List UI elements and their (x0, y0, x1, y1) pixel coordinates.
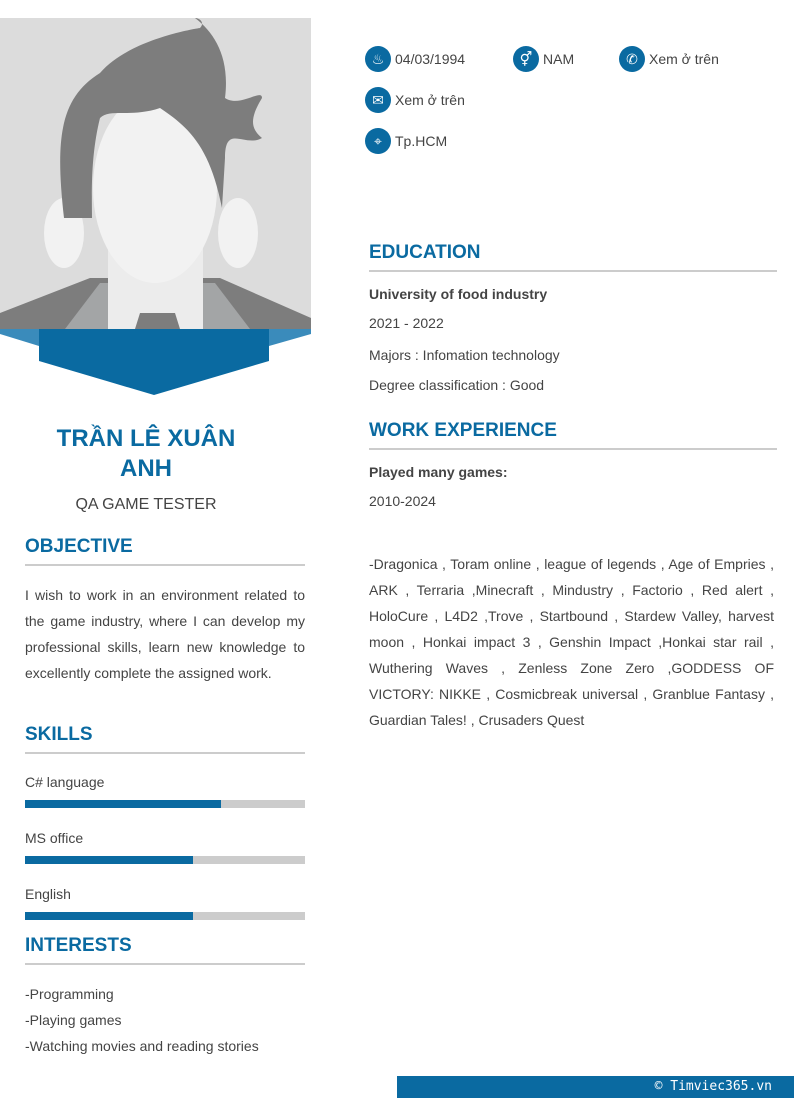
work-section (369, 420, 777, 509)
gender-info (513, 46, 574, 72)
interest-item: -Playing games (25, 1012, 122, 1028)
candidate-name: TRẦN LÊ XUÂN ANH (56, 425, 236, 482)
avatar-silhouette-icon (0, 18, 311, 329)
photo-banner (0, 326, 311, 396)
skill-item (25, 886, 305, 920)
email-info (365, 87, 465, 113)
work-title: Played many games: (369, 464, 508, 480)
skill-bar-fill (25, 856, 193, 864)
birthday-value: 04/03/1994 (395, 51, 466, 67)
email-icon: ✉ (365, 87, 391, 113)
skill-item (25, 774, 305, 808)
skill-bar (25, 912, 305, 920)
education-degree: Degree classification : Good (369, 377, 545, 393)
birthday-cake-icon: ♨ (365, 46, 391, 72)
interests-heading: INTERESTS (25, 935, 305, 965)
skill-label: English (25, 886, 71, 902)
skill-bar-fill (25, 912, 193, 920)
footer-watermark: © Timviec365.vn (397, 1076, 794, 1098)
education-major: Majors : Infomation technology (369, 347, 560, 363)
profile-photo-placeholder (0, 18, 311, 329)
education-heading: EDUCATION (369, 242, 777, 272)
skill-bar (25, 856, 305, 864)
phone-icon: ✆ (619, 46, 645, 72)
address-info (365, 128, 447, 154)
address-value: Tp.HCM (395, 133, 448, 149)
objective-heading: OBJECTIVE (25, 536, 305, 566)
objective-text: I wish to work in an environment related to the game industry, where I can develop my professional skills, learn new knowledge to excellently complete the assigned work. (25, 587, 305, 681)
skill-bar (25, 800, 305, 808)
gender-value: NAM (543, 51, 575, 67)
email-value: Xem ở trên (395, 92, 465, 108)
phone-value: Xem ở trên (649, 51, 719, 67)
skill-label: C# language (25, 774, 105, 790)
birthday-info (365, 46, 465, 72)
skill-label: MS office (25, 830, 84, 846)
map-pin-icon: ⌖ (365, 128, 391, 154)
objective-section (25, 536, 305, 686)
phone-info (619, 46, 719, 72)
interest-item: -Programming (25, 986, 114, 1002)
school-name: University of food industry (369, 286, 548, 302)
work-heading: WORK EXPERIENCE (369, 420, 777, 450)
skill-bar-fill (25, 800, 221, 808)
skills-heading: SKILLS (25, 724, 305, 754)
job-title: QA GAME TESTER (75, 496, 217, 513)
gender-icon: ⚥ (513, 46, 539, 72)
interests-section (25, 935, 305, 1059)
education-years: 2021 - 2022 (369, 315, 444, 331)
skill-item (25, 830, 305, 864)
work-description: -Dragonica , Toram online , league of legends , Age of Empries , ARK , Terraria ,Minecraft , Mindustry , Factorio , Red alert , HoloCure , L4D2 ,Trove , Startbound , Stardew Valley, harvest moon , Honkai impact 3 , Genshin Impact ,Honkai star rail , Wuthering Waves , Zenless Zone Zero ,GODDESS OF VICTORY: NIKKE , Cosmicbreak universal , Granblue Fantasy , Guardian Tales! , Crusaders Quest (369, 556, 774, 728)
work-years: 2010-2024 (369, 493, 436, 509)
education-section (369, 242, 777, 393)
skills-section (25, 724, 305, 920)
interest-item: -Watching movies and reading stories (25, 1038, 259, 1054)
